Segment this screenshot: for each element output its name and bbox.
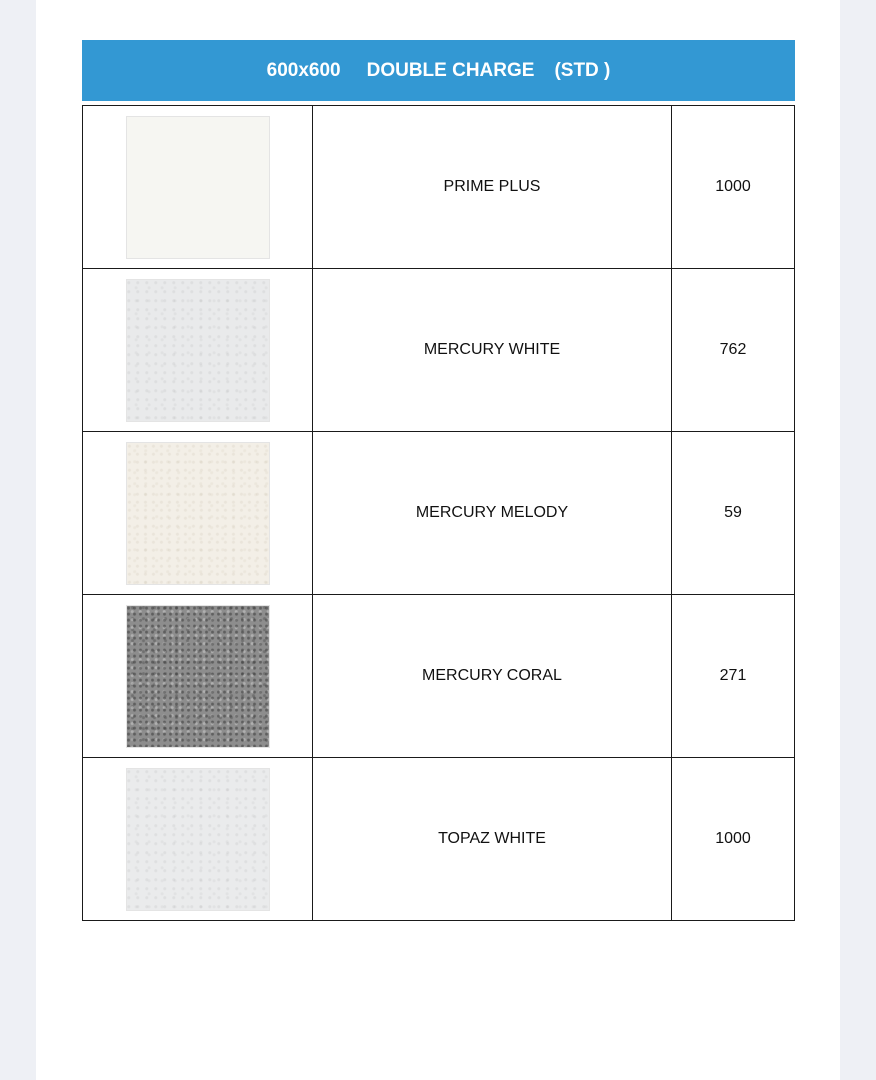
table-row bbox=[83, 758, 795, 921]
tile-table bbox=[82, 105, 795, 921]
table-row bbox=[83, 595, 795, 758]
tile-image-cell bbox=[83, 758, 313, 921]
tile-image-cell bbox=[83, 269, 313, 432]
tile-name: MERCURY MELODY bbox=[313, 432, 672, 595]
title-size: 600x600 bbox=[266, 59, 341, 81]
tile-name: MERCURY CORAL bbox=[313, 595, 672, 758]
tile-image-cell bbox=[83, 106, 313, 269]
table-row bbox=[83, 106, 795, 269]
tile-quantity: 1000 bbox=[672, 106, 795, 269]
tile-swatch bbox=[126, 279, 270, 422]
table-row bbox=[83, 269, 795, 432]
tile-name: TOPAZ WHITE bbox=[313, 758, 672, 921]
tile-quantity: 762 bbox=[672, 269, 795, 432]
tile-swatch bbox=[126, 116, 270, 259]
tile-quantity: 1000 bbox=[672, 758, 795, 921]
tile-quantity: 59 bbox=[672, 432, 795, 595]
title-bar bbox=[82, 40, 795, 101]
document-page bbox=[36, 0, 840, 1080]
table-row bbox=[83, 432, 795, 595]
title-grade: (STD ) bbox=[554, 59, 611, 81]
tile-swatch bbox=[126, 442, 270, 585]
tile-image-cell bbox=[83, 432, 313, 595]
tile-quantity: 271 bbox=[672, 595, 795, 758]
tile-name: MERCURY WHITE bbox=[313, 269, 672, 432]
tile-swatch bbox=[126, 605, 270, 748]
tile-swatch bbox=[126, 768, 270, 911]
tile-name: PRIME PLUS bbox=[313, 106, 672, 269]
title-name: DOUBLE CHARGE bbox=[366, 59, 535, 81]
tile-image-cell bbox=[83, 595, 313, 758]
